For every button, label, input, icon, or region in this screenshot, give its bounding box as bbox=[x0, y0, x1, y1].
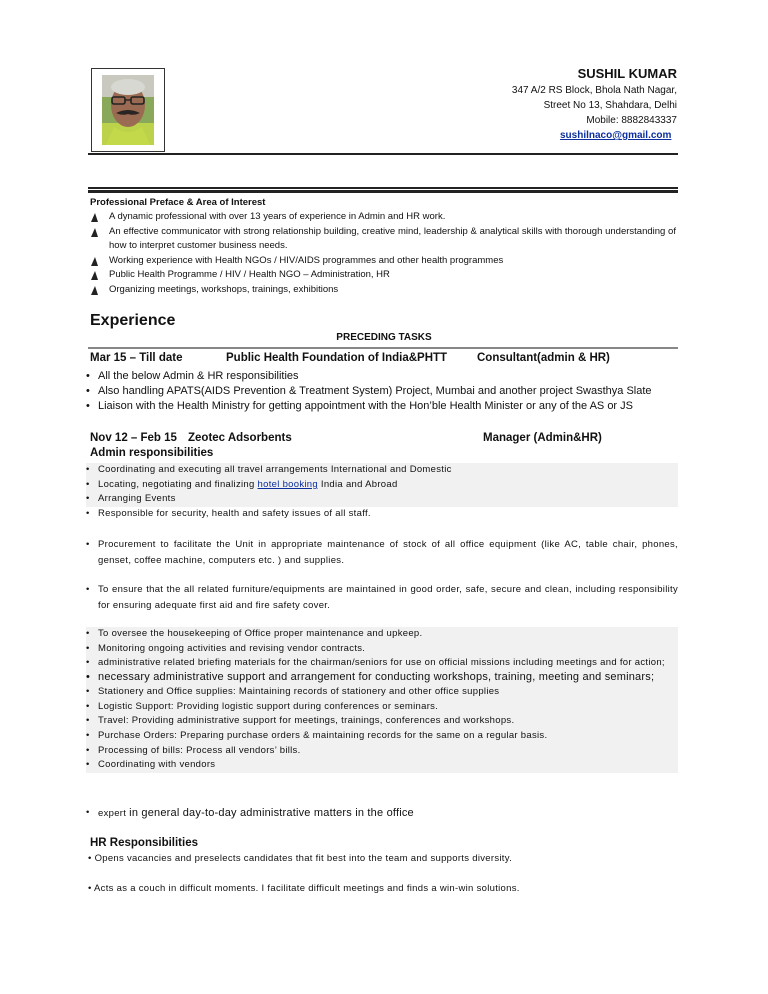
list-item: • Also handling APATS(AIDS Prevention & Treatment System) Project, Mumbai and another project Swasthya Slate bbox=[86, 384, 678, 399]
list-item: • Purchase Orders: Preparing purchase orders & maintaining records for the same on a regular basis. bbox=[86, 729, 678, 744]
experience-heading: Experience bbox=[90, 312, 176, 329]
list-item: • Processing of bills: Process all vendors’ bills. bbox=[86, 744, 678, 759]
contact-block bbox=[512, 66, 677, 143]
section-divider-bottom bbox=[88, 190, 678, 193]
admin-list-2 bbox=[86, 507, 678, 522]
address-line-1: 347 A/2 RS Block, Bhola Nath Nagar, bbox=[511, 85, 677, 96]
list-item: Working experience with Health NGOs / HIV/AIDS programmes and other health programmes bbox=[90, 254, 676, 269]
job-dates: Mar 15 – Till date bbox=[90, 352, 183, 364]
experience-divider bbox=[88, 347, 678, 349]
list-item: • Liaison with the Health Ministry for getting appointment with the Hon’ble Health Minister or any of the AS or JS bbox=[86, 399, 678, 414]
admin-list-6 bbox=[86, 806, 678, 822]
list-item: • All the below Admin & HR responsibilities bbox=[86, 369, 678, 384]
list-item: • necessary administrative support and arrangement for conducting workshops, training, meeting and seminars; bbox=[86, 670, 678, 685]
list-item: • administrative related briefing materials for the chairman/seniors for use on official missions including meetings and for action; bbox=[86, 656, 678, 670]
list-item: • To ensure that the all related furniture/equipments are maintained in good order, safe, secure and clean, including responsibility for ensuring adequate first aid and fire safety cover. bbox=[86, 582, 678, 614]
address-line-2: Street No 13, Shahdara, Delhi bbox=[543, 100, 677, 111]
admin-list-3 bbox=[86, 537, 678, 569]
preface-title: Professional Preface & Area of Interest bbox=[90, 197, 266, 208]
arrow-bullet-icon bbox=[91, 271, 98, 280]
admin-list-4 bbox=[86, 582, 678, 614]
hotel-booking-link[interactable]: hotel booking bbox=[257, 478, 318, 490]
job-dates: Nov 12 – Feb 15 bbox=[90, 432, 177, 444]
admin-list-5 bbox=[86, 627, 678, 773]
list-item: A dynamic professional with over 13 years of experience in Admin and HR work. bbox=[90, 210, 676, 225]
list-item: • Responsible for security, health and safety issues of all staff. bbox=[86, 507, 678, 522]
hr-responsibilities-heading: HR Responsibilities bbox=[90, 837, 198, 849]
arrow-bullet-icon bbox=[91, 228, 98, 237]
hr-item: • Acts as a couch in difficult moments. I facilitate difficult meetings and finds a win-win solutions. bbox=[88, 883, 520, 894]
list-item: • Locating, negotiating and finalizing hotel booking India and Abroad bbox=[86, 478, 678, 493]
job-1-list bbox=[86, 369, 678, 414]
list-item: • Stationery and Office supplies: Maintaining records of stationery and other office supplies bbox=[86, 685, 678, 700]
list-item: • Coordinating and executing all travel arrangements International and Domestic bbox=[86, 463, 678, 478]
list-item: • Procurement to facilitate the Unit in appropriate maintenance of stock of all office equipment (like AC, table chair, phones, genset, coffee machine, computers etc. ) and supplies. bbox=[86, 537, 678, 569]
arrow-bullet-icon bbox=[91, 257, 98, 266]
list-item: • Arranging Events bbox=[86, 492, 678, 507]
job-role: Consultant(admin & HR) bbox=[477, 352, 610, 364]
arrow-bullet-icon bbox=[91, 213, 98, 222]
preface-list bbox=[90, 210, 676, 298]
hr-item: • Opens vacancies and preselects candidates that fit best into the team and supports diversity. bbox=[88, 853, 513, 864]
admin-responsibilities-heading: Admin responsibilities bbox=[90, 447, 214, 459]
section-divider-top bbox=[88, 187, 678, 189]
arrow-bullet-icon bbox=[91, 286, 98, 295]
header-divider bbox=[88, 153, 678, 155]
email-link[interactable]: sushilnaco@gmail.com bbox=[559, 130, 672, 141]
list-item: • Coordinating with vendors bbox=[86, 758, 678, 773]
profile-photo-image bbox=[102, 75, 154, 145]
admin-list-1 bbox=[86, 463, 678, 507]
list-item: Public Health Programme / HIV / Health NGO – Administration, HR bbox=[90, 268, 676, 283]
list-item: • Monitoring ongoing activities and revising vendor contracts. bbox=[86, 642, 678, 657]
list-item: • Logistic Support: Providing logistic support during conferences or seminars. bbox=[86, 700, 678, 715]
mobile-number: Mobile: 8882843337 bbox=[586, 115, 677, 126]
preceding-tasks-heading: PRECEDING TASKS bbox=[336, 332, 432, 343]
job-organization: Public Health Foundation of India&PHTT bbox=[226, 352, 448, 364]
job-role: Manager (Admin&HR) bbox=[483, 432, 602, 444]
candidate-name: SUSHIL KUMAR bbox=[577, 66, 677, 81]
list-item: • expert in general day-to-day administrative matters in the office bbox=[86, 806, 678, 822]
list-item: Organizing meetings, workshops, trainings, exhibitions bbox=[90, 283, 676, 298]
profile-photo bbox=[91, 68, 165, 152]
list-item: • Travel: Providing administrative support for meetings, trainings, conferences and workshops. bbox=[86, 714, 678, 729]
job-organization: Zeotec Adsorbents bbox=[188, 432, 292, 444]
list-item: An effective communicator with strong relationship building, creative mind, leadership & analytical skills with thorough understanding of how to interpret customer business needs. bbox=[90, 225, 676, 254]
list-item: • To oversee the housekeeping of Office proper maintenance and upkeep. bbox=[86, 627, 678, 642]
